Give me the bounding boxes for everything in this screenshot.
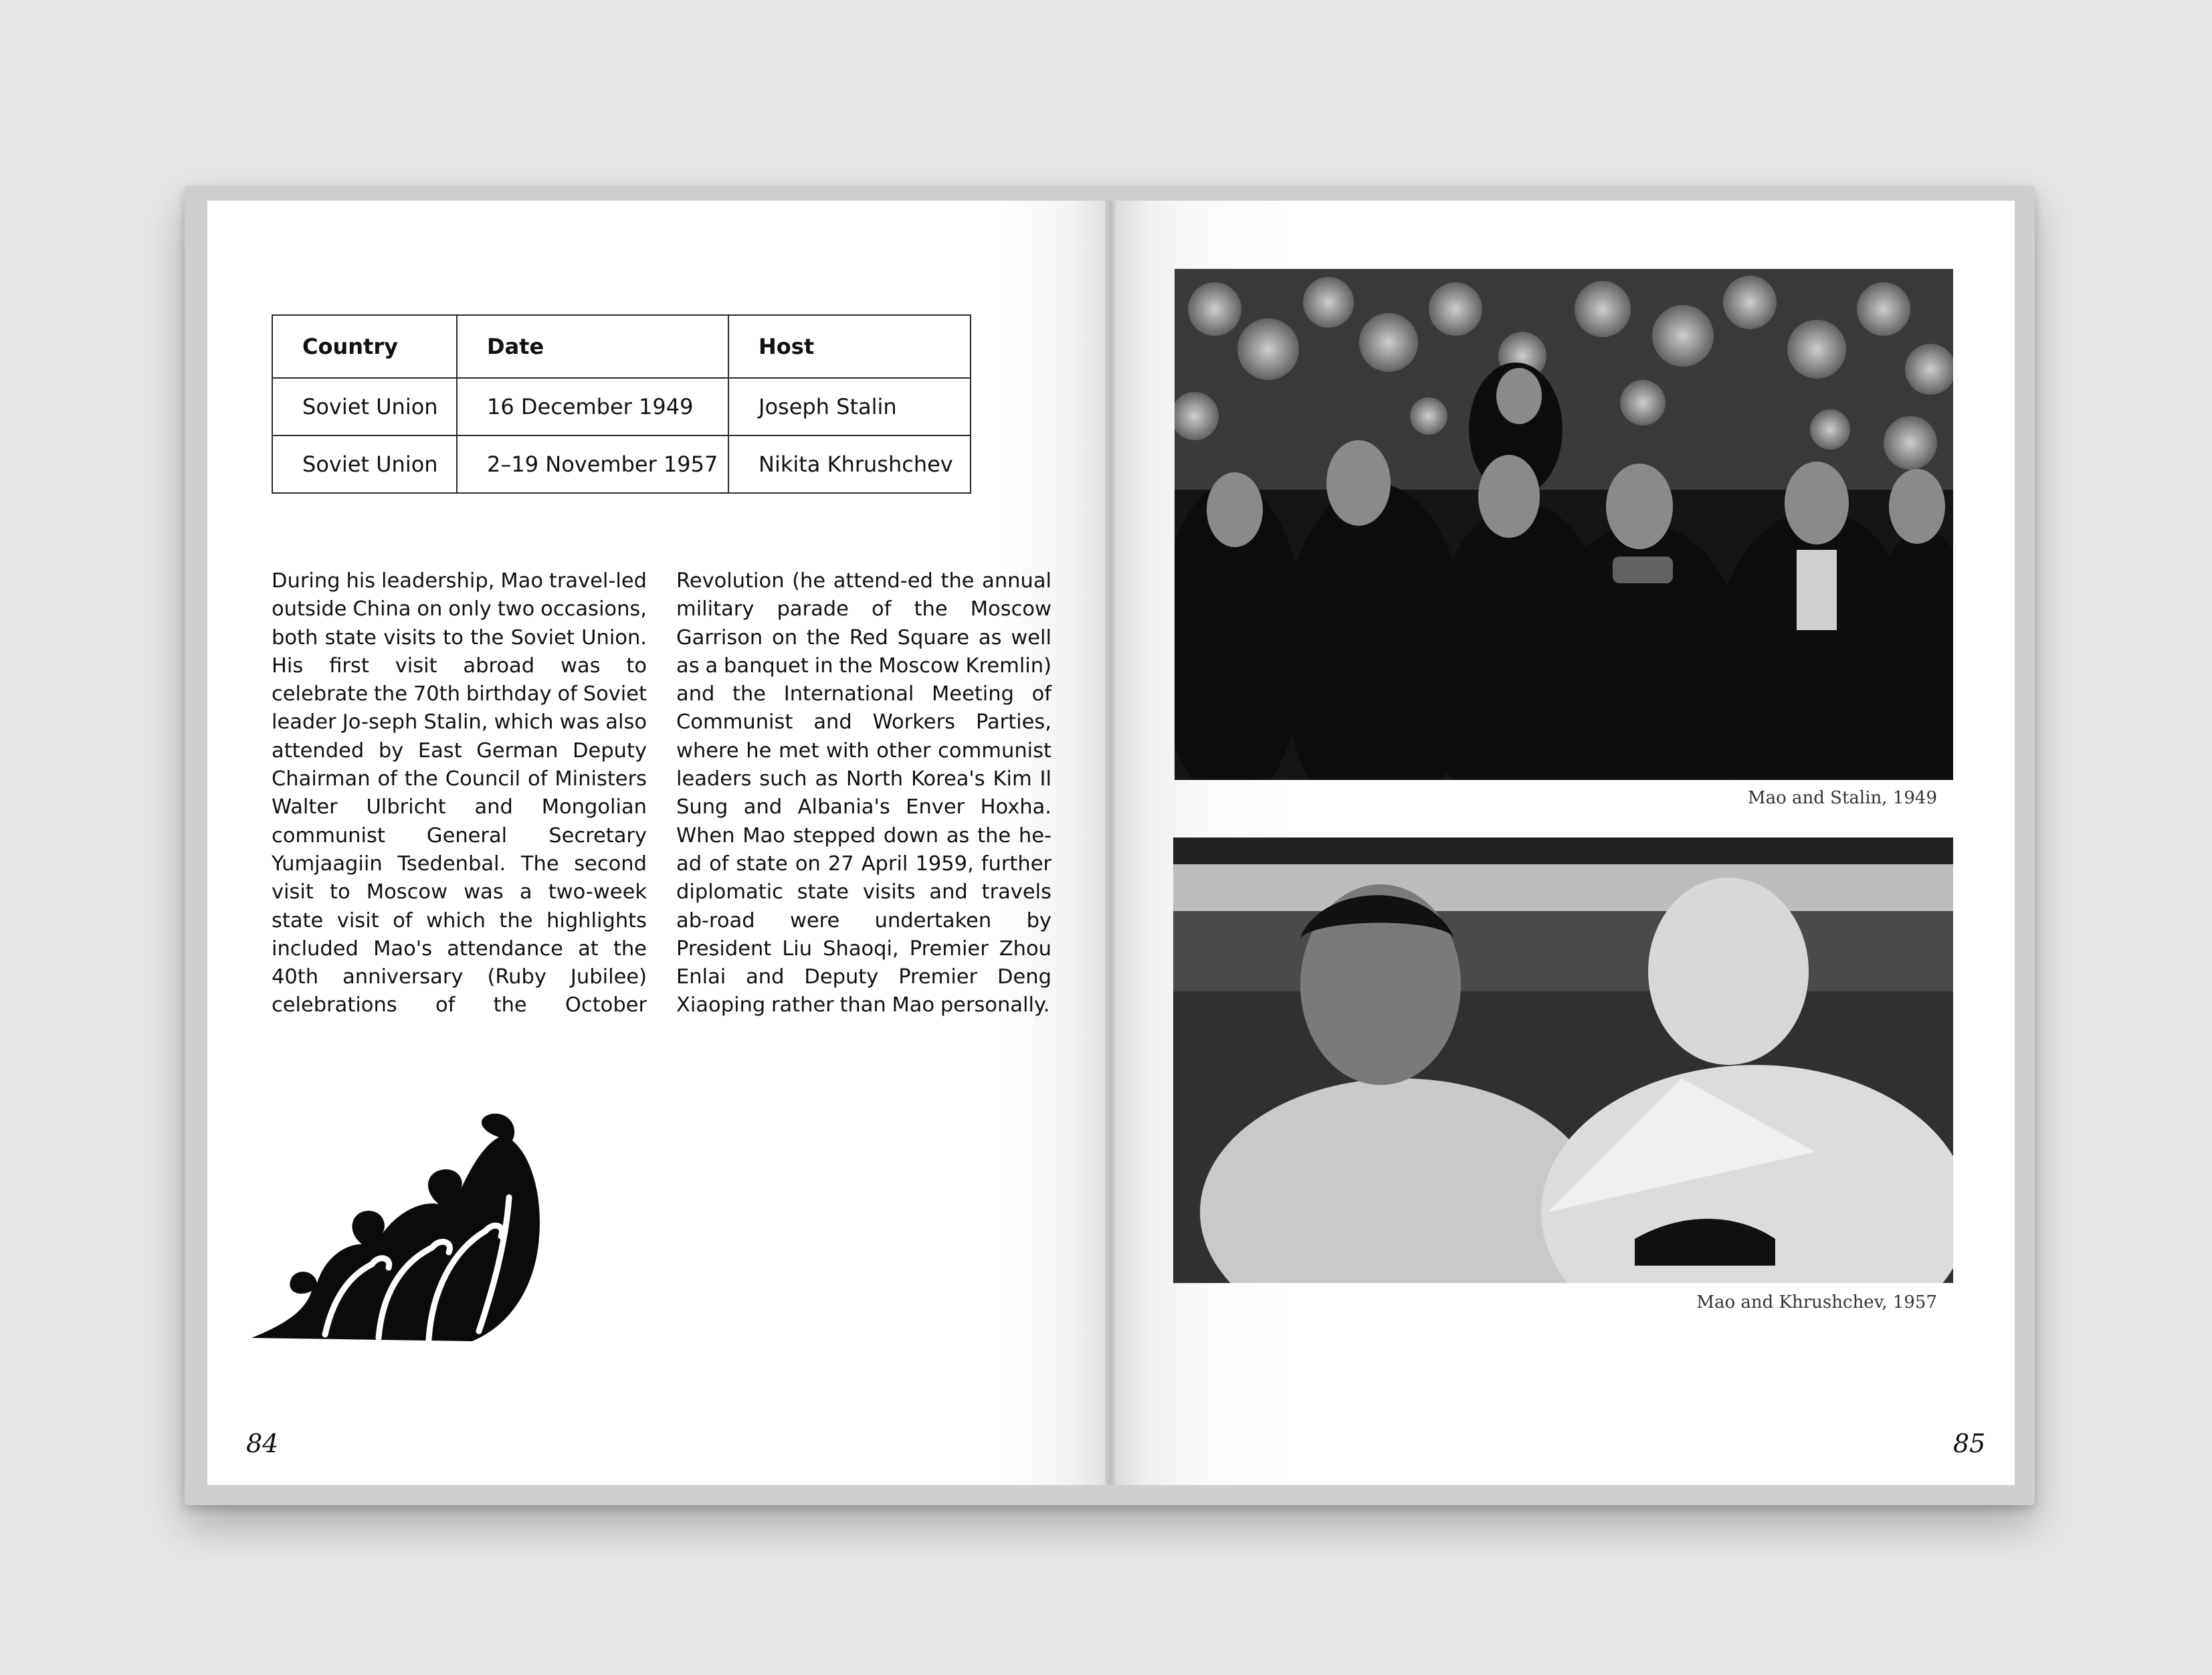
caption-photo-1: Mao and Stalin, 1949	[1747, 788, 1937, 808]
photo-mao-stalin-image	[1175, 269, 1953, 780]
cell-date: 16 December 1949	[457, 378, 728, 435]
body-paragraph: During his leadership, Mao travel-led outside China on only two occasions, both state visits to the Soviet Union. His first visit abroad was to celebrate the 70th birthday of Soviet leader Jo-seph Stalin, which was also attended by East German Deputy Chairman of the Council of Ministers Walter Ulbricht and Mongolian communist General Secretary Yumjaagiin Tsedenbal. The second visit to Moscow was a two-week state visit of which the highlights included Mao's attendance at the 40th anniversary (Ruby Jubilee) celebrations of the October Revolution (he attend-ed the annual military parade of the Moscow Garrison on the Red Square as well as a banquet in the Moscow Kremlin) and the International Meeting of Communist and Workers Parties, where he met with other communist leaders such as North Korea's Kim Il Sung and Albania's Enver Hoxha. When Mao stepped down as the he-ad of state on 27 April 1959, further diplomatic state visits and travels ab-road were undertaken by President Liu Shaoqi, Premier Zhou Enlai and Deputy Premier Deng Xiaoping rather than Mao personally.	[272, 569, 1051, 1017]
cell-host: Nikita Khrushchev	[728, 435, 971, 493]
caption-photo-2: Mao and Khrushchev, 1957	[1696, 1292, 1937, 1312]
table-header-row	[272, 315, 971, 378]
table-row	[272, 435, 971, 493]
cell-date: 2–19 November 1957	[457, 435, 728, 493]
book-gutter	[1105, 201, 1116, 1485]
header-host: Host	[728, 315, 971, 378]
state-visits-table	[272, 314, 971, 494]
header-date: Date	[457, 315, 728, 378]
cell-country: Soviet Union	[272, 435, 457, 493]
page-number-right: 85	[1953, 1429, 1986, 1458]
photo-mao-khrushchev-image	[1173, 838, 1953, 1283]
photo-mao-stalin	[1175, 269, 1953, 780]
header-country: Country	[272, 315, 457, 378]
table-row	[272, 378, 971, 435]
page-number-left: 84	[246, 1429, 279, 1458]
cell-host: Joseph Stalin	[728, 378, 971, 435]
wave-ornament-icon	[245, 1110, 546, 1345]
photo-mao-khrushchev	[1173, 838, 1953, 1283]
cell-country: Soviet Union	[272, 378, 457, 435]
